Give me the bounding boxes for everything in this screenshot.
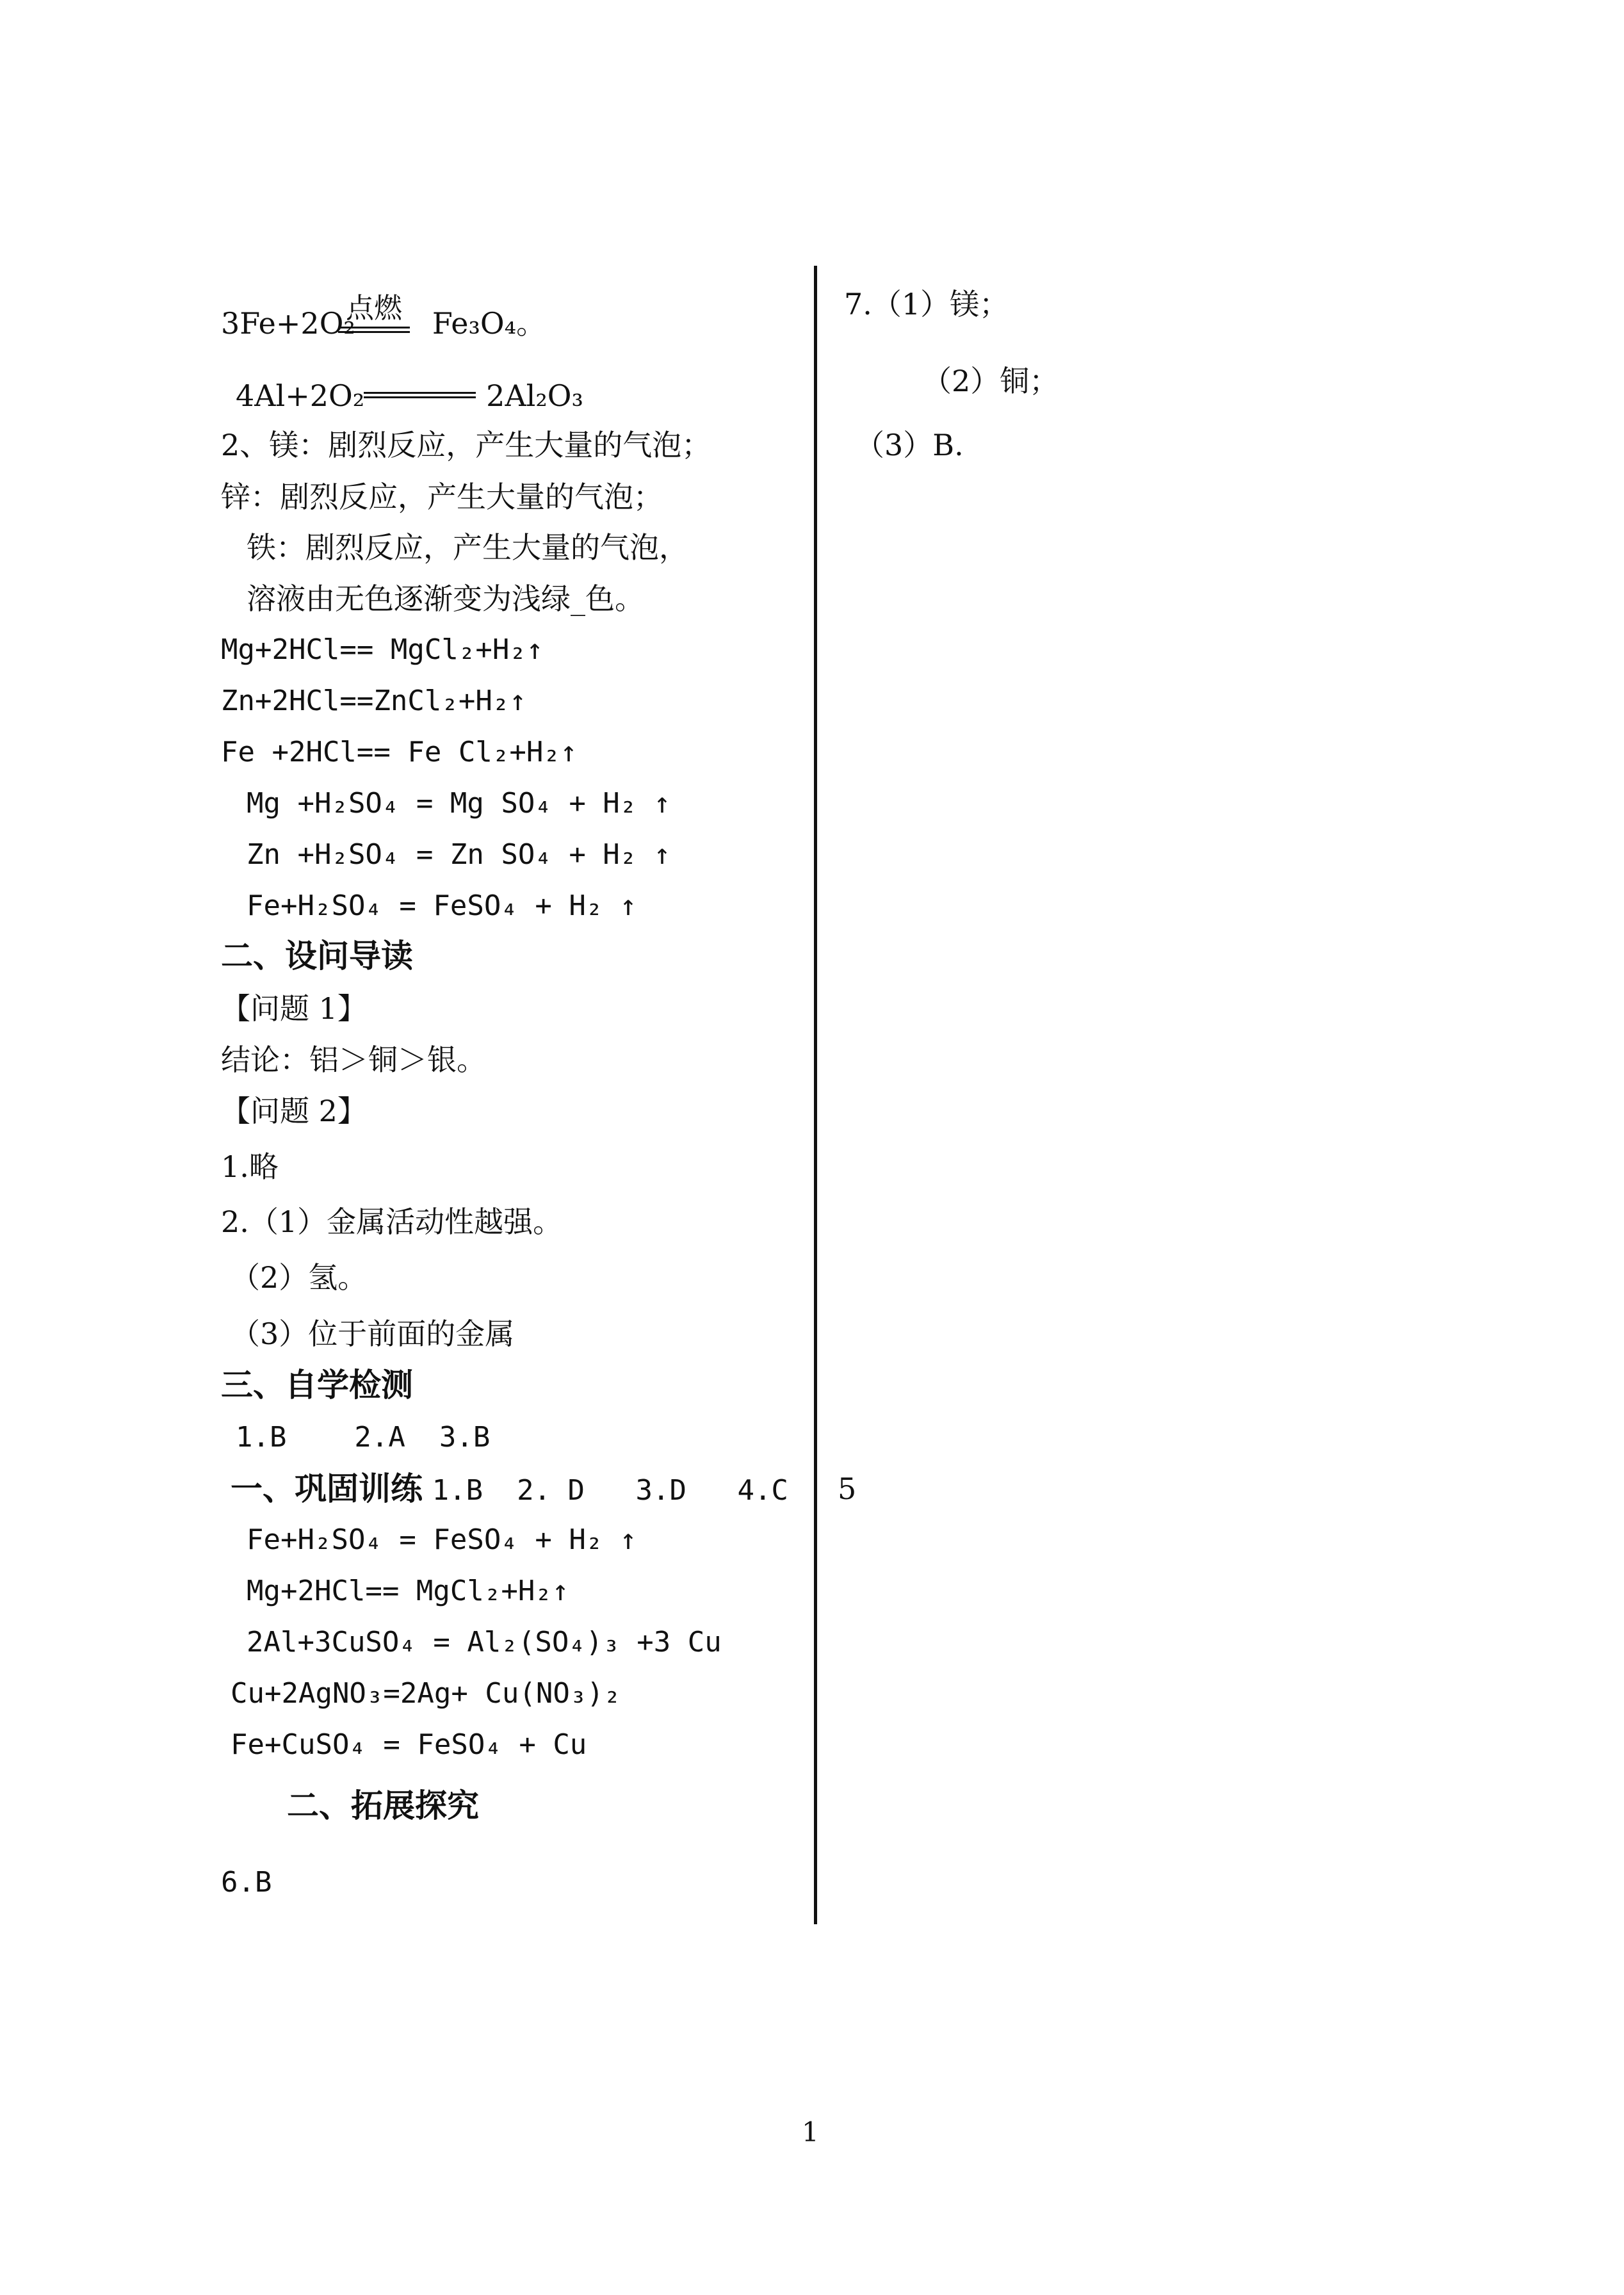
equation: Zn +H₂SO₄ = Zn SO₄ + H₂ ↑ — [247, 838, 671, 871]
column-divider — [814, 266, 817, 1924]
text-line: 7.（1）镁； — [844, 287, 1009, 321]
problem-label: 【问题 2】 — [221, 1094, 367, 1128]
text-line: 5 — [838, 1472, 857, 1506]
text-line: 溶液由无色逐渐变为浅绿_色。 — [247, 581, 644, 616]
answer-line: 6.B — [221, 1866, 272, 1899]
text-line: 结论：铝＞铜＞银。 — [221, 1042, 486, 1077]
equation: Fe+H₂SO₄ = FeSO₄ + H₂ ↑ — [247, 889, 637, 922]
text-line: （2）氢。 — [231, 1260, 368, 1295]
text-line: （3）B. — [855, 428, 964, 462]
equation: Cu+2AgNO₃=2Ag+ Cu(NO₃)₂ — [231, 1677, 621, 1710]
text-line: 2、镁：剧烈反应，产生大量的气泡； — [221, 428, 711, 462]
section-heading: 三、自学检测 — [221, 1366, 413, 1404]
equation: Fe+H₂SO₄ = FeSO₄ + H₂ ↑ — [247, 1523, 637, 1556]
equation: Mg +H₂SO₄ = Mg SO₄ + H₂ ↑ — [247, 787, 671, 820]
equation: Fe+CuSO₄ = FeSO₄ + Cu — [231, 1728, 587, 1761]
equation: Fe +2HCl== Fe Cl₂+H₂↑ — [221, 736, 578, 768]
reaction-equals-al — [364, 392, 476, 398]
consolidate-line — [231, 1470, 788, 1510]
text-line: 1.略 — [221, 1149, 279, 1184]
text-line: （2）铜； — [922, 364, 1059, 398]
rxn-fe-o2-reactants: 3Fe+2O₂ — [221, 306, 355, 341]
text-line: （3）位于前面的金属 — [231, 1317, 515, 1351]
problem-label: 【问题 1】 — [221, 991, 367, 1026]
equation: Mg+2HCl== MgCl₂+H₂↑ — [221, 633, 544, 666]
text-line: 铁：剧烈反应，产生大量的气泡， — [247, 530, 688, 565]
rxn-al-o2-reactants: 4Al+2O₂ — [236, 378, 365, 413]
reaction-condition: 点燃 — [346, 292, 402, 325]
answer-line: 1.B 2.A 3.B — [236, 1421, 491, 1454]
reaction-arrow-fe — [338, 327, 410, 333]
rxn-fe-o2-product: Fe₃O₄。 — [432, 306, 546, 341]
answer-line: 1.B 2. D 3.D 4.C — [432, 1474, 788, 1507]
text-line: 2.（1）金属活动性越强。 — [221, 1204, 563, 1239]
text-line: 锌：剧烈反应，产生大量的气泡； — [221, 480, 663, 514]
rxn-al-o2-product: 2Al₂O₃ — [486, 378, 583, 413]
page-number: 1 — [802, 2116, 819, 2148]
equation: 2Al+3CuSO₄ = Al₂(SO₄)₃ +3 Cu — [247, 1626, 722, 1658]
equation: Mg+2HCl== MgCl₂+H₂↑ — [247, 1575, 569, 1607]
equation: Zn+2HCl==ZnCl₂+H₂↑ — [221, 685, 526, 717]
section-heading: 一、巩固训练 — [231, 1470, 423, 1507]
section-heading: 二、拓展探究 — [287, 1787, 479, 1824]
section-heading: 二、设问导读 — [221, 937, 413, 975]
